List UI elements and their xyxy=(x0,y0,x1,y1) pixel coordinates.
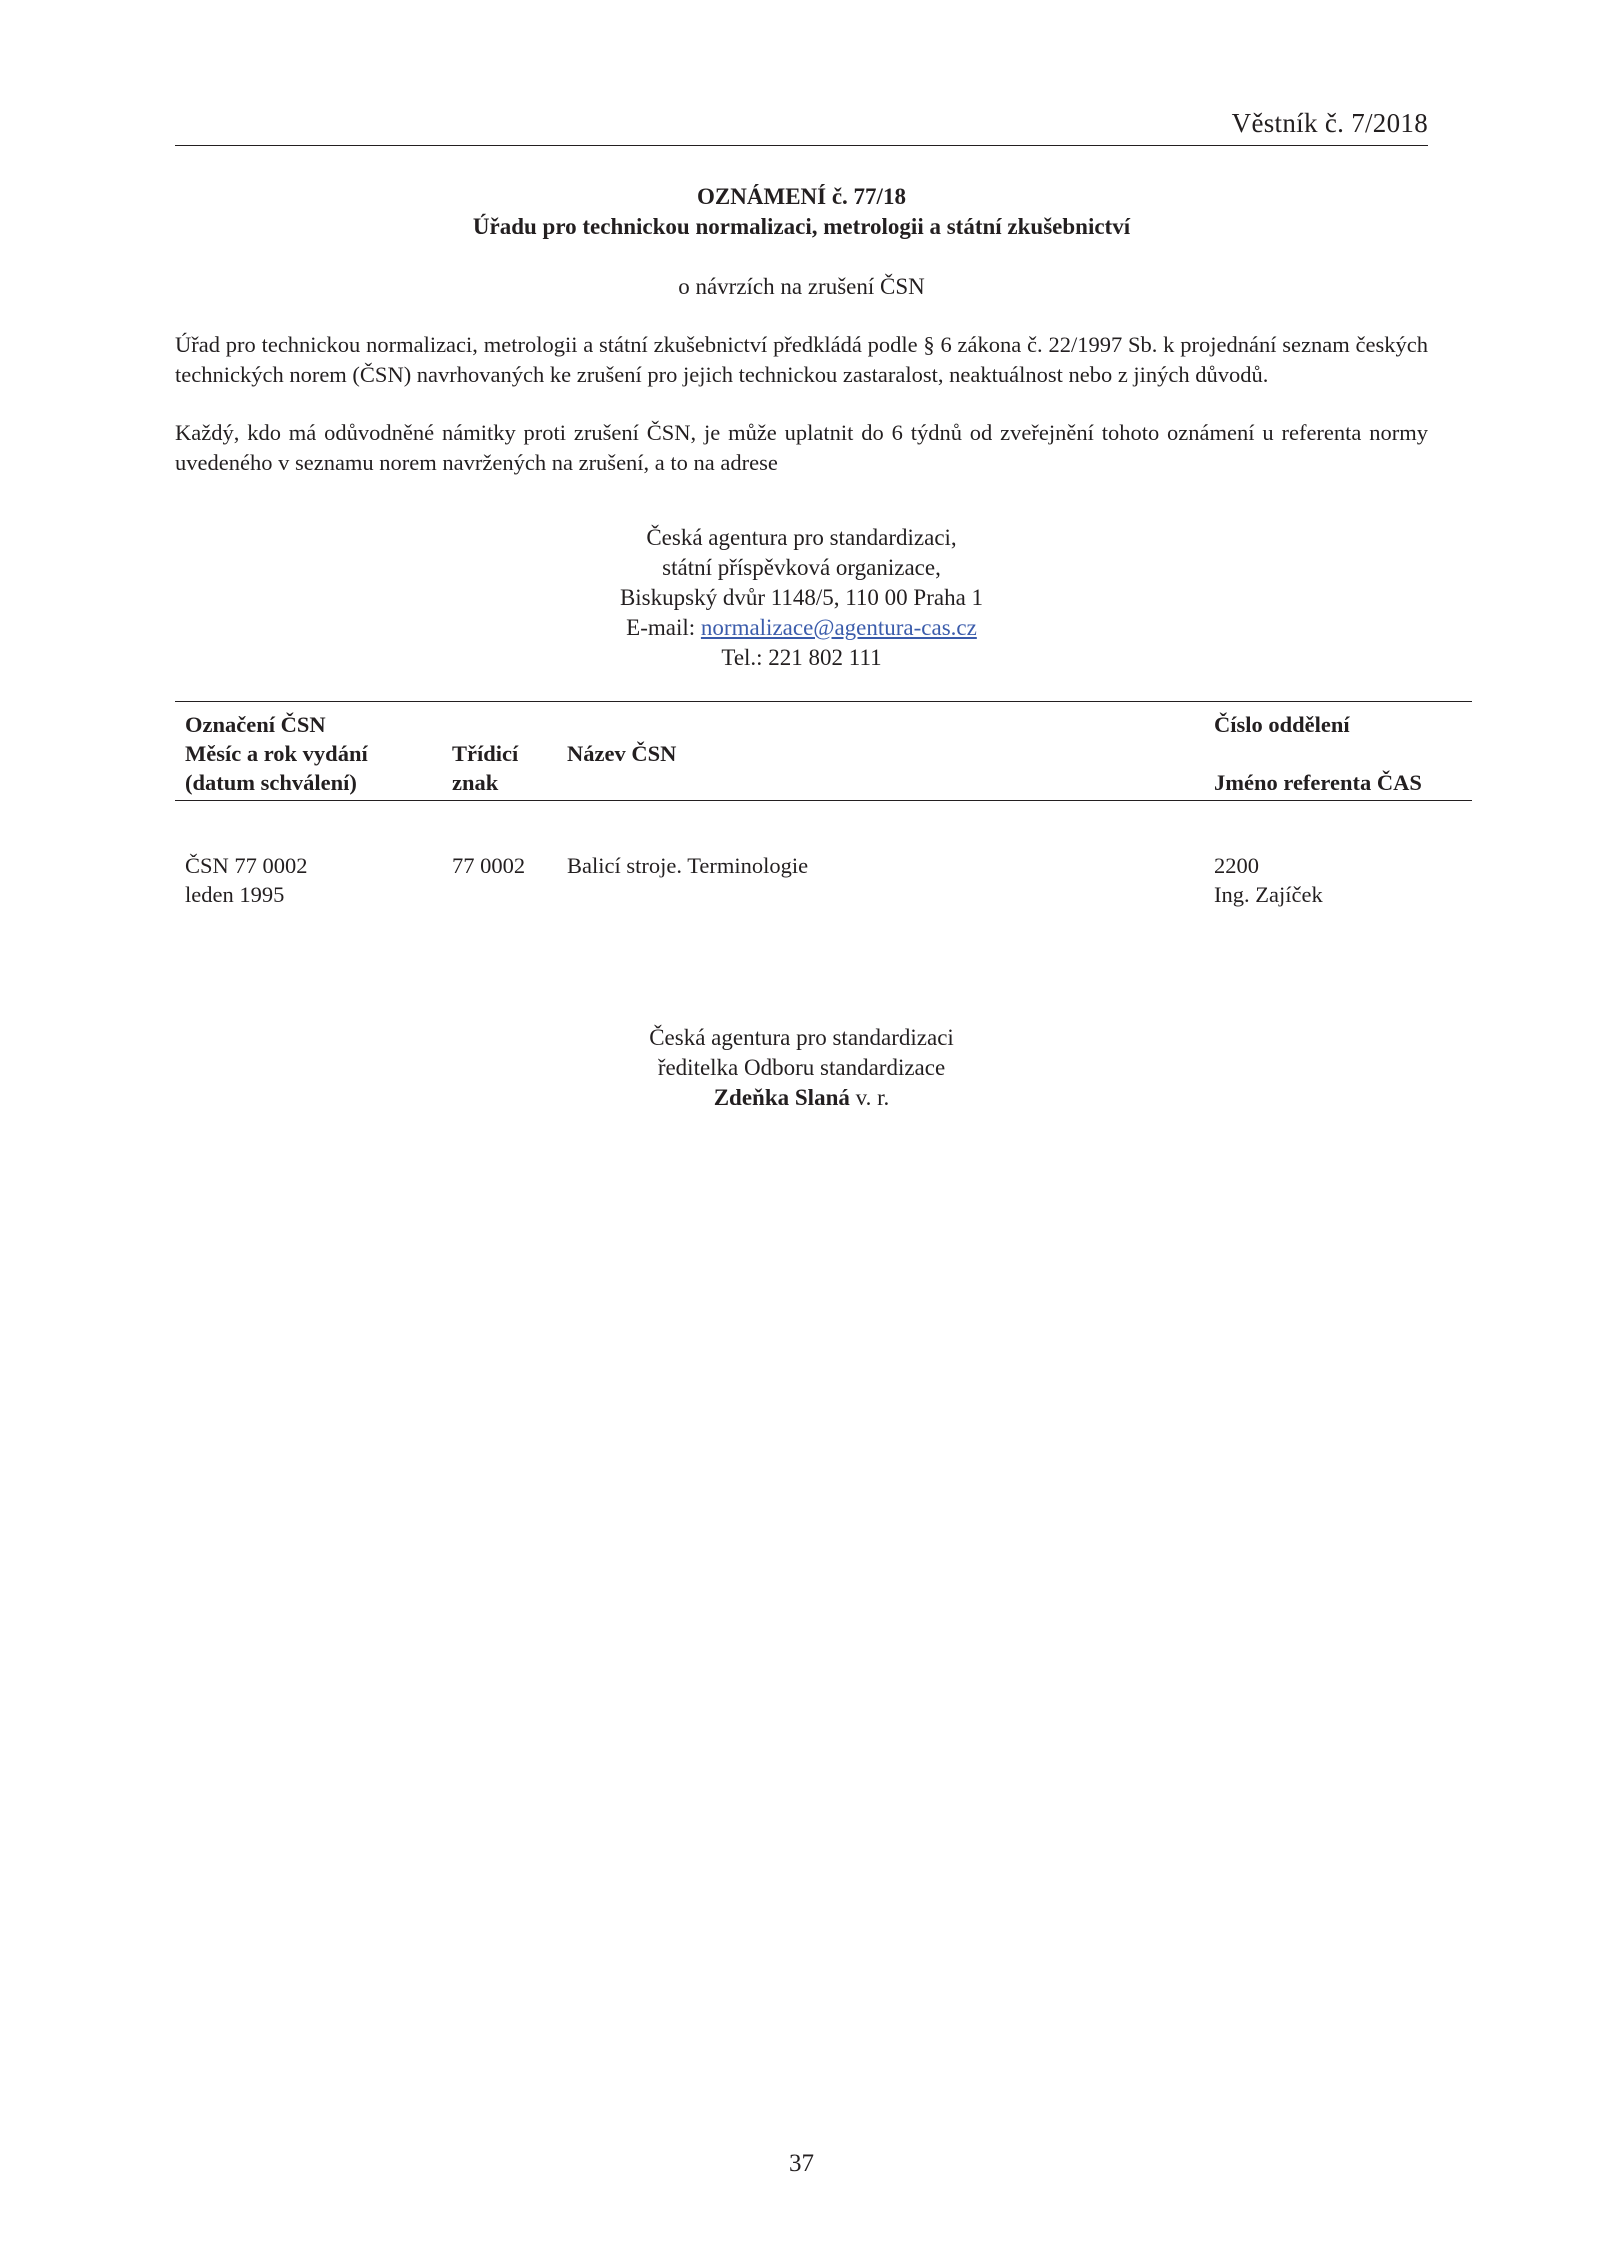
email-link[interactable]: normalizace@agentura-cas.cz xyxy=(700,615,977,640)
address-line-organization: Česká agentura pro standardizaci, xyxy=(646,525,957,550)
table-header-department: Číslo oddělení xyxy=(1214,712,1350,737)
signature-suffix: v. r. xyxy=(849,1085,890,1110)
table-header-name: Název ČSN xyxy=(567,741,677,766)
row-referent: Ing. Zajíček xyxy=(1214,882,1323,907)
address-line-street: Biskupský dvůr 1148/5, 110 00 Praha 1 xyxy=(619,585,984,610)
running-head: Věstník č. 7/2018 xyxy=(1231,108,1428,138)
row-department: 2200 xyxy=(1214,853,1259,878)
signature-name-line xyxy=(175,1083,1428,1113)
intro-paragraph: Úřad pro technickou normalizaci, metrologii a státní zkušebnictví předkládá podle § 6 zákona č. 22/1997 Sb. k projednání seznam českých technických norem (ČSN) navrhovaných ke zrušení pro jejich technickou zastaralost, neaktuálnost nebo z jiných důvodů. xyxy=(175,332,1428,387)
table-header-designation: Označení ČSN xyxy=(185,712,326,737)
row-date: leden 1995 xyxy=(185,882,285,907)
contact-address xyxy=(175,523,1428,673)
address-line-type: státní příspěvková organizace, xyxy=(662,555,941,580)
table-header-referent: Jméno referenta ČAS xyxy=(1214,770,1422,795)
signature-organization: Česká agentura pro standardizaci xyxy=(649,1025,954,1050)
page-number: 37 xyxy=(789,2150,814,2177)
table-header-date: Měsíc a rok vydání xyxy=(185,741,368,766)
announcement-title: OZNÁMENÍ č. 77/18 xyxy=(697,184,906,209)
address-phone: Tel.: 221 802 111 xyxy=(721,645,882,670)
table-header-class: Třídicí xyxy=(452,741,519,766)
email-label: E-mail: xyxy=(626,615,701,640)
signature-role: ředitelka Odboru standardizace xyxy=(657,1055,946,1080)
signatory-name: Zdeňka Slaná xyxy=(713,1085,850,1110)
announcement-issuer: Úřadu pro technickou normalizaci, metrologii a státní zkušebnictví xyxy=(472,214,1131,239)
row-name: Balicí stroje. Terminologie xyxy=(567,853,809,878)
objection-paragraph: Každý, kdo má odůvodněné námitky proti zrušení ČSN, je může uplatnit do 6 týdnů od zveřejnění tohoto oznámení u referenta normy uvedeného v seznamu norem navržených na zrušení, a to na adrese xyxy=(175,420,1428,475)
announcement-subject: o návrzích na zrušení ČSN xyxy=(678,274,925,299)
table-top-rule xyxy=(175,701,1472,702)
table-header-class-sign: znak xyxy=(452,770,499,795)
address-email-line xyxy=(175,613,1428,643)
row-class-code: 77 0002 xyxy=(452,853,526,878)
signature-block xyxy=(175,1023,1428,1113)
row-designation: ČSN 77 0002 xyxy=(185,853,308,878)
header-rule xyxy=(175,145,1428,146)
announcement-title-block xyxy=(175,182,1428,242)
table-header-date-note: (datum schválení) xyxy=(185,770,357,795)
table-header-rule xyxy=(175,800,1472,801)
